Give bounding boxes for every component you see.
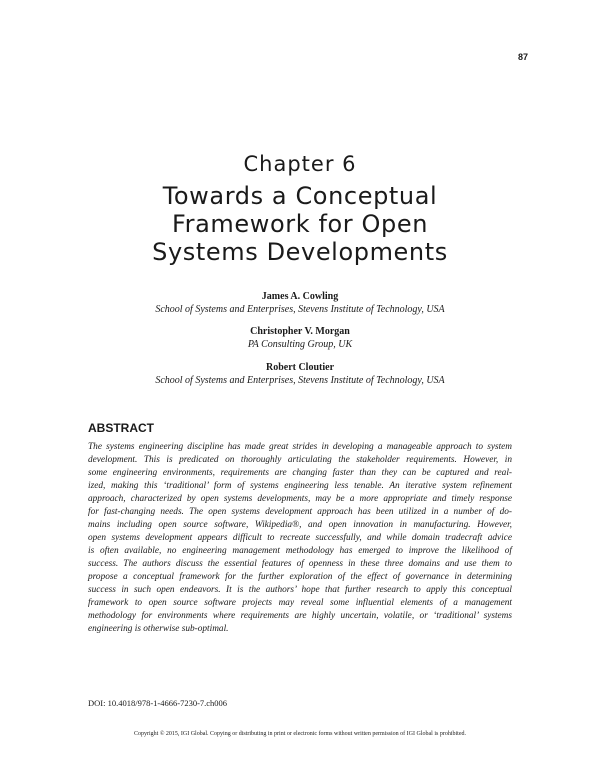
author-affiliation: PA Consulting Group, UK — [247, 339, 353, 350]
author-name: James A. Cowling — [261, 291, 339, 302]
abstract-line: some engineering environments, requirements are changing faster than they can be captured and real- — [88, 468, 512, 478]
abstract-line: The systems engineering discipline has made great strides in developing a manageable approach to system — [88, 442, 512, 452]
abstract-line: mains including open source software, Wikipedia®, and open innovation in manufacturing. However, — [88, 520, 512, 530]
abstract-line: for fast-changing needs. The open systems development approach has been utilized in a number of do- — [88, 507, 512, 517]
abstract-body — [88, 441, 512, 636]
author-block — [0, 361, 600, 387]
abstract-line: success. The authors discuss the essential features of openness in these three domains and use them to — [88, 559, 512, 569]
abstract-line: ized, making this ‘traditional’ form of systems engineering less tenable. An iterative system refinement — [88, 481, 512, 491]
author-name: Christopher V. Morgan — [250, 326, 350, 337]
abstract-line: open systems development appears difficult to recreate successfully, and while domain tradecraft advice — [88, 533, 512, 543]
author-name: Robert Cloutier — [265, 362, 335, 373]
page-number: 87 — [517, 52, 528, 62]
chapter-title — [0, 182, 600, 266]
chapter-title-line: Framework for Open — [171, 210, 428, 238]
chapter-label: Chapter 6 — [243, 152, 357, 176]
abstract-line: development. This is predicated on thoroughly articulating the stakeholder requirements. However, in — [88, 455, 512, 465]
abstract-line: approach, characterized by open systems developments, may be a more appropriate and timely response — [88, 494, 512, 504]
chapter-title-line: Towards a Conceptual — [162, 182, 438, 210]
abstract-line: propose a conceptual framework for the further exploration of the effect of governance in determining — [88, 572, 512, 582]
abstract-line: is often available, no engineering management methodology has emerged to improve the likelihood of — [88, 546, 512, 556]
copyright-notice: Copyright © 2015, IGI Global. Copying or distributing in print or electronic forms without written permission of IGI Global is prohibited. — [133, 731, 466, 737]
doi: DOI: 10.4018/978-1-4666-7230-7.ch006 — [88, 698, 228, 708]
abstract-line: framework to open source software projects may reveal some influential elements of a management — [88, 598, 512, 608]
abstract-line: success in such open endeavors. It is the authors’ hope that further research to apply this conceptual — [88, 585, 512, 595]
chapter-title-line: Systems Developments — [152, 238, 448, 266]
author-block — [0, 290, 600, 316]
author-block — [0, 325, 600, 351]
author-affiliation: School of Systems and Enterprises, Stevens Institute of Technology, USA — [155, 304, 445, 315]
abstract-line: methodology for environments where requirements are highly uncertain, volatile, or ‘traditional’ systems — [88, 611, 512, 621]
abstract-line: engineering is otherwise sub-optimal. — [88, 624, 229, 634]
abstract-heading: ABSTRACT — [88, 421, 154, 435]
author-affiliation: School of Systems and Enterprises, Stevens Institute of Technology, USA — [155, 375, 445, 386]
